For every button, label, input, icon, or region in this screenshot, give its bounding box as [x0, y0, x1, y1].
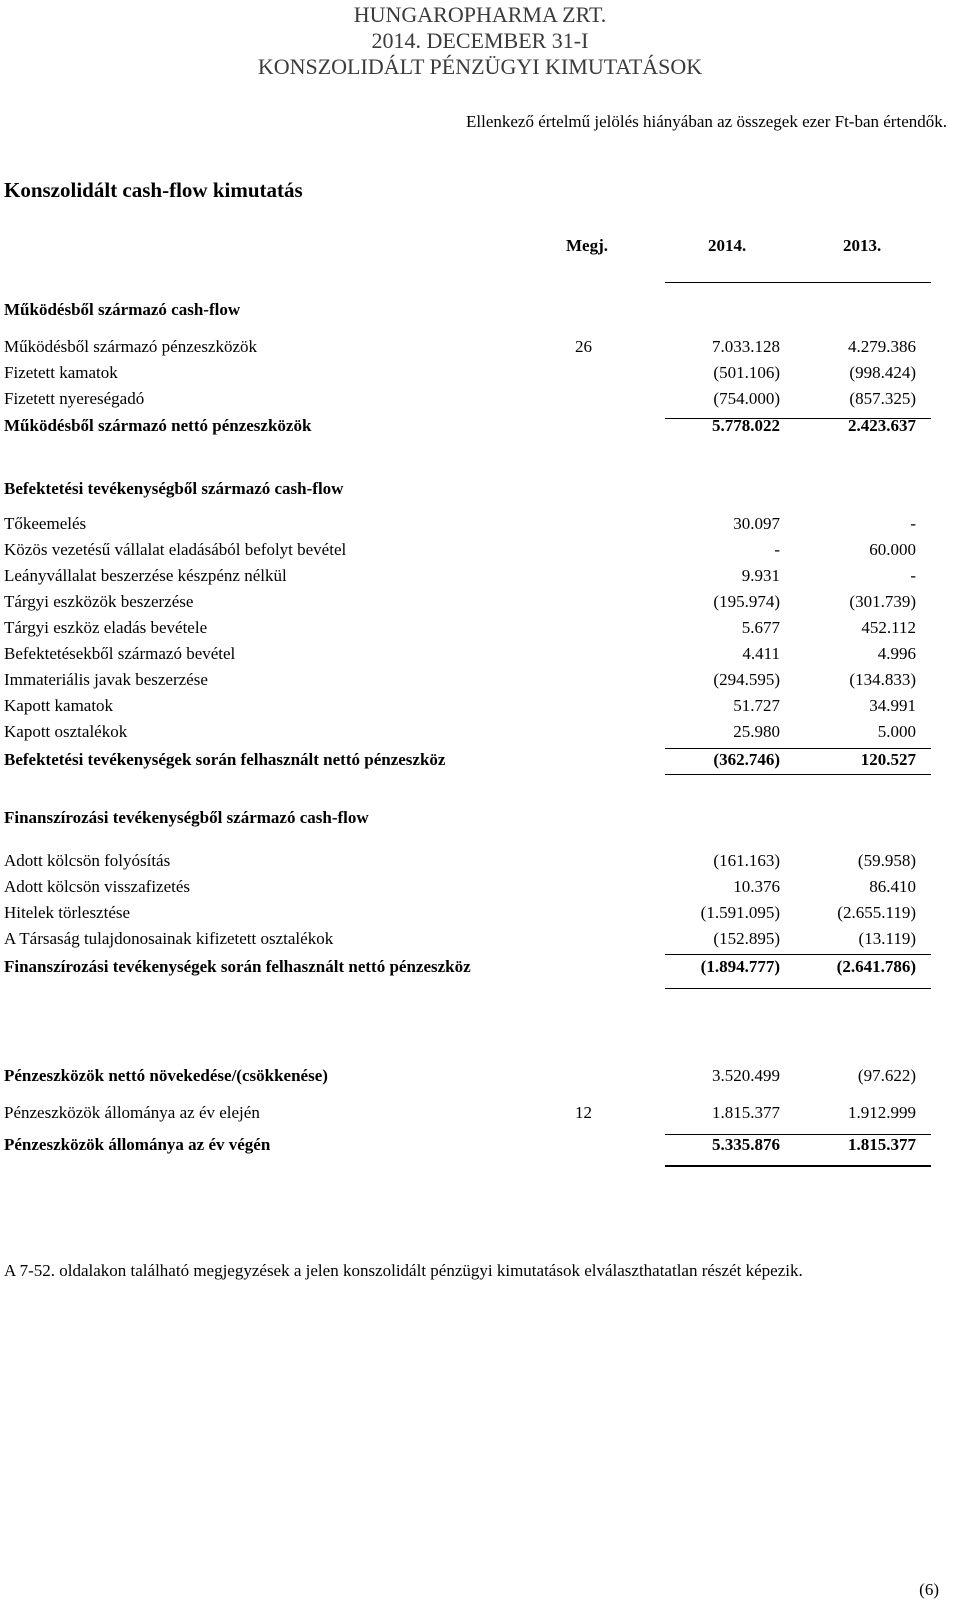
value-2013: 5.000	[877, 722, 916, 741]
table-row	[0, 538, 960, 562]
table-row	[0, 1064, 960, 1088]
row-label: Tőkeemelés	[4, 514, 87, 533]
table-row	[0, 901, 960, 925]
rule-financing-subtotal	[665, 954, 931, 955]
row-note: 26	[575, 337, 592, 356]
table-row	[0, 806, 960, 830]
row-label: Fizetett nyereségadó	[4, 389, 145, 408]
table-row	[0, 512, 960, 536]
rule-investing-subtotal	[665, 748, 931, 749]
value-2014: 5.335.876	[712, 1135, 780, 1154]
value-2013: (134.833)	[849, 670, 916, 689]
table-row	[0, 590, 960, 614]
value-2014: 7.033.128	[712, 337, 780, 356]
value-2013: (59.958)	[857, 851, 916, 870]
value-2014: (362.746)	[713, 750, 780, 769]
row-label: Befektetési tevékenységből származó cash-flow	[4, 479, 344, 498]
value-2014: (161.163)	[713, 851, 780, 870]
row-label: Adott kölcsön folyósítás	[4, 851, 171, 870]
header-rule	[665, 282, 931, 283]
table-row	[0, 694, 960, 718]
table-row	[0, 875, 960, 899]
row-label: Befektetési tevékenységek során felhasznált nettó pénzeszköz	[4, 750, 446, 769]
rule-cash-closing	[665, 1165, 931, 1167]
value-2014: 51.727	[733, 696, 780, 715]
table-row	[0, 298, 960, 322]
value-2013: 86.410	[869, 877, 916, 896]
row-label: Adott kölcsön visszafizetés	[4, 877, 191, 896]
row-label: Immateriális javak beszerzése	[4, 670, 208, 689]
value-2014: (754.000)	[713, 389, 780, 408]
statement-title: Konszolidált cash-flow kimutatás	[4, 178, 303, 202]
rule-investing-total	[665, 774, 931, 775]
value-2013: (2.655.119)	[837, 903, 916, 922]
row-label: Fizetett kamatok	[4, 363, 118, 382]
row-label: Pénzeszközök állománya az év végén	[4, 1135, 271, 1154]
row-label: Kapott kamatok	[4, 696, 114, 715]
report-title: KONSZOLIDÁLT PÉNZÜGYI KIMUTATÁSOK	[257, 54, 703, 79]
report-date: 2014. DECEMBER 31-I	[371, 28, 589, 53]
table-row	[0, 642, 960, 666]
value-2014: 5.778.022	[712, 416, 780, 435]
value-2014: (1.894.777)	[700, 957, 780, 976]
footnote: A 7-52. oldalakon található megjegyzések a jelen konszolidált pénzügyi kimutatások elválaszthatatlan részét képezik.	[4, 1261, 803, 1280]
value-2013: 1.815.377	[848, 1135, 916, 1154]
table-row	[0, 849, 960, 873]
value-2013: (857.325)	[849, 389, 916, 408]
table-row	[0, 748, 960, 772]
row-label: Hitelek törlesztése	[4, 903, 131, 922]
table-row	[0, 955, 960, 979]
value-2013: 2.423.637	[848, 416, 916, 435]
table-row	[0, 616, 960, 640]
value-2014: 25.980	[733, 722, 780, 741]
table-row	[0, 335, 960, 359]
row-label: Pénzeszközök nettó növekedése/(csökkenése)	[4, 1066, 328, 1085]
value-2013: 1.912.999	[848, 1103, 916, 1122]
value-2013: 452.112	[861, 618, 916, 637]
value-2013: (998.424)	[849, 363, 916, 382]
value-2013: 60.000	[869, 540, 916, 559]
col-header-2014: 2014.	[708, 236, 747, 255]
row-label: Befektetésekből származó bevétel	[4, 644, 236, 663]
rule-cash-opening	[665, 1134, 931, 1135]
table-row	[0, 927, 960, 951]
table-row	[0, 720, 960, 744]
value-2014: 3.520.499	[712, 1066, 780, 1085]
table-row	[0, 1101, 960, 1125]
value-2013: 4.996	[877, 644, 916, 663]
value-2013: 120.527	[860, 750, 916, 769]
row-label: Működésből származó nettó pénzeszközök	[4, 416, 312, 435]
page-number: (6)	[919, 1580, 939, 1599]
value-2014: (195.974)	[713, 592, 780, 611]
row-label: Leányvállalat beszerzése készpénz nélkül	[4, 566, 287, 585]
value-2014: -	[774, 540, 780, 559]
value-2014: 10.376	[733, 877, 780, 896]
row-label: A Társaság tulajdonosainak kifizetett osztalékok	[4, 929, 334, 948]
row-label: Pénzeszközök állománya az év elején	[4, 1103, 260, 1122]
value-2013: (97.622)	[857, 1066, 916, 1085]
row-label: Működésből származó pénzeszközök	[4, 337, 258, 356]
value-2014: (501.106)	[713, 363, 780, 382]
value-2014: 1.815.377	[712, 1103, 780, 1122]
currency-note: Ellenkező értelmű jelölés hiányában az összegek ezer Ft-ban értendők.	[466, 112, 947, 131]
col-header-note: Megj.	[566, 236, 609, 255]
table-row	[0, 387, 960, 411]
value-2013: (13.119)	[858, 929, 916, 948]
rule-operating-subtotal	[665, 418, 931, 419]
table-row	[0, 1133, 960, 1157]
row-note: 12	[575, 1103, 592, 1122]
value-2014: 30.097	[733, 514, 780, 533]
row-label: Kapott osztalékok	[4, 722, 128, 741]
value-2014: (294.595)	[713, 670, 780, 689]
value-2014: (1.591.095)	[700, 903, 780, 922]
table-row	[0, 668, 960, 692]
company-name: HUNGAROPHARMA ZRT.	[353, 2, 607, 27]
col-header-2013: 2013.	[843, 236, 882, 255]
value-2014: 4.411	[742, 644, 780, 663]
table-row	[0, 477, 960, 501]
row-label: Közös vezetésű vállalat eladásából befolyt bevétel	[4, 540, 347, 559]
row-label: Működésből származó cash-flow	[4, 300, 241, 319]
table-row	[0, 564, 960, 588]
value-2014: 5.677	[741, 618, 780, 637]
row-label: Finanszírozási tevékenységek során felhasznált nettó pénzeszköz	[4, 957, 471, 976]
value-2013: (301.739)	[849, 592, 916, 611]
value-2013: (2.641.786)	[836, 957, 916, 976]
value-2013: 34.991	[869, 696, 916, 715]
value-2013: 4.279.386	[848, 337, 916, 356]
value-2013: -	[910, 514, 916, 533]
value-2014: (152.895)	[713, 929, 780, 948]
rule-financing-total	[665, 988, 931, 989]
row-label: Finanszírozási tevékenységből származó cash-flow	[4, 808, 369, 827]
table-row	[0, 361, 960, 385]
value-2014: 9.931	[741, 566, 780, 585]
row-label: Tárgyi eszköz eladás bevétele	[4, 618, 208, 637]
value-2013: -	[910, 566, 916, 585]
row-label: Tárgyi eszközök beszerzése	[4, 592, 194, 611]
